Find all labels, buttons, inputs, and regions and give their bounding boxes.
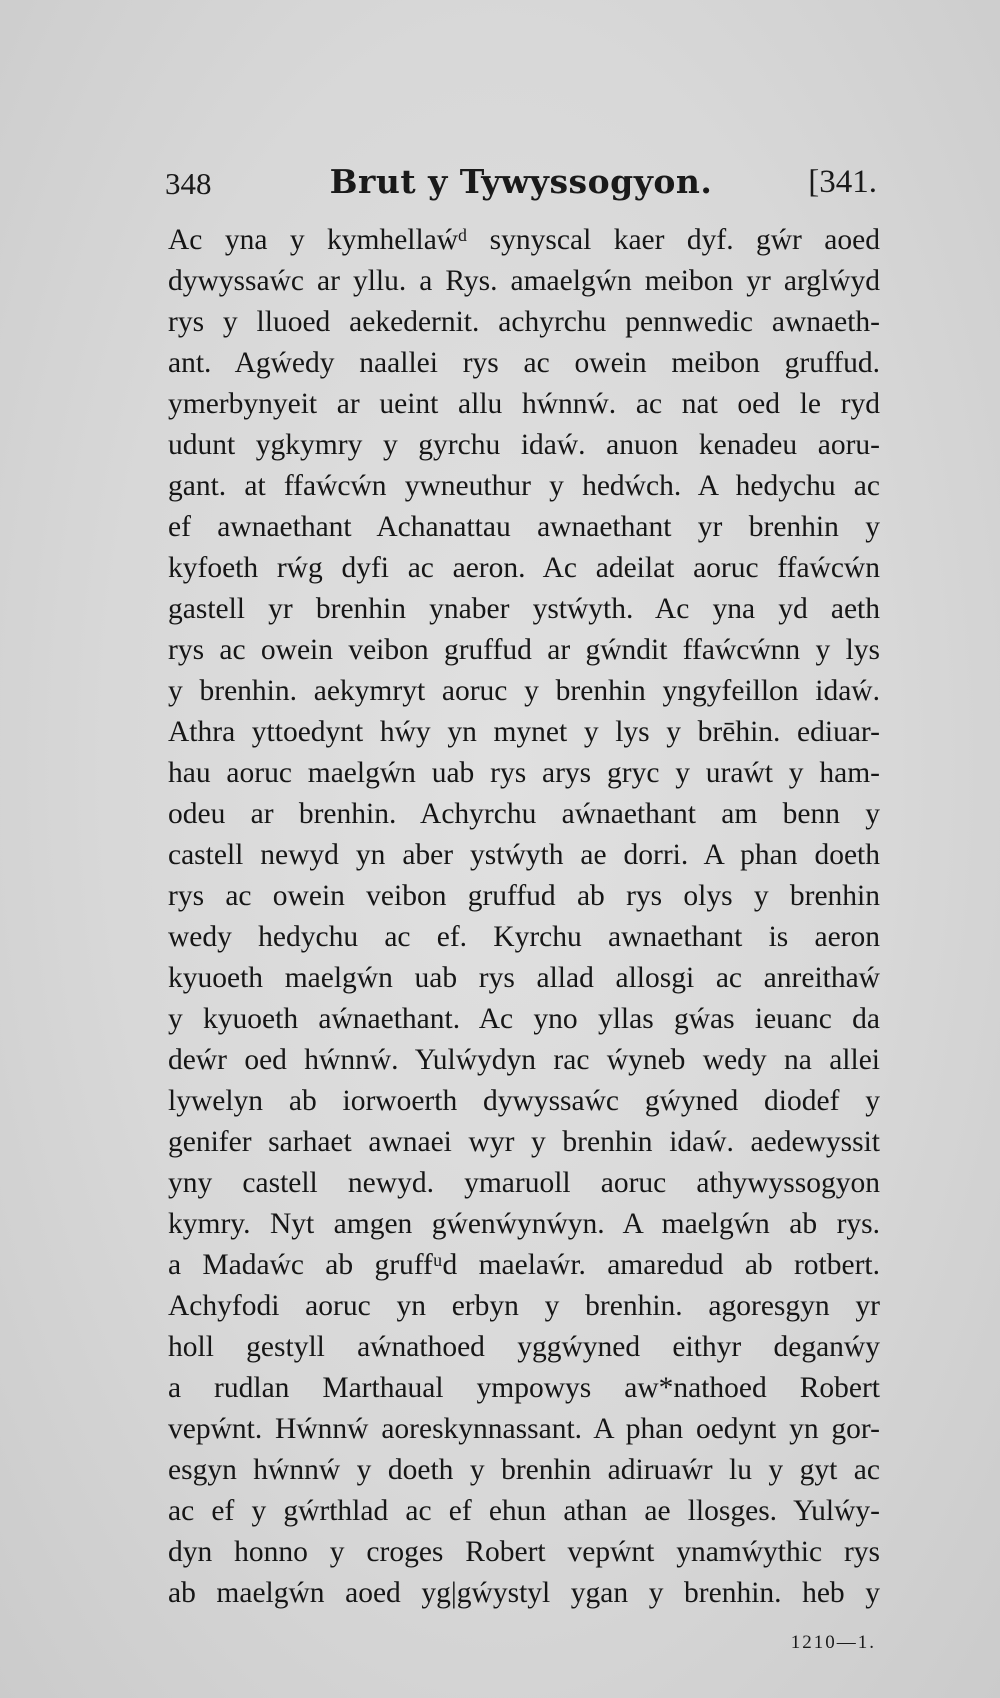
text-line: ef awnaethant Achanattau awnaethant yr brenhin y <box>168 511 880 543</box>
text-line: gastell yr brenhin ynaber ystẃyth. Ac yna yd aeth <box>168 593 880 625</box>
text-line: Achyfodi aoruc yn erbyn y brenhin. agoresgyn yr <box>168 1290 880 1322</box>
text-line: kymry. Nyt amgen gẃenẃynẃyn. A maelgẃn ab rys. <box>168 1208 880 1240</box>
text-line: dyn honno y croges Robert vepẃnt ynamẃythic rys <box>168 1536 880 1568</box>
text-line: kyuoeth maelgẃn uab rys allad allosgi ac anreithaẃ <box>168 962 880 994</box>
text-line: gant. at ffaẃcẃn ywneuthur y hedẃch. A hedychu ac <box>168 470 880 502</box>
body-text <box>168 220 880 1614</box>
text-line: Ac yna y kymhellaẃᵈ synyscal kaer dyf. gẃr aoed <box>168 224 880 256</box>
text-line: castell newyd yn aber ystẃyth ae dorri. A phan doeth <box>168 839 880 871</box>
text-line: a Madaẃc ab gruffᵘd maelaẃr. amaredud ab rotbert. <box>168 1249 880 1281</box>
running-title: Brut y Tywyssogyon. <box>329 162 713 201</box>
text-line: y kyuoeth aẃnaethant. Ac yno yllas gẃas ieuanc da <box>168 1003 880 1035</box>
text-line: esgyn hẃnnẃ y doeth y brenhin adiruaẃr lu y gyt ac <box>168 1454 880 1486</box>
text-line: y brenhin. aekymryt aoruc y brenhin yngyfeillon idaẃ. <box>168 675 880 707</box>
text-line: a rudlan Marthaual ympowys aw*nathoed Robert <box>168 1372 880 1404</box>
text-line: ymerbynyeit ar ueint allu hẃnnẃ. ac nat oed le ryd <box>168 388 880 420</box>
text-line: ab maelgẃn aoed yg|gẃystyl ygan y brenhin. heb y <box>168 1577 880 1609</box>
page-number: 348 <box>165 166 212 201</box>
text-line: holl gestyll aẃnathoed yggẃyned eithyr deganẃy <box>168 1331 880 1363</box>
text-line: kyfoeth rẃg dyfi ac aeron. Ac adeilat aoruc ffaẃcẃn <box>168 552 880 584</box>
folio-number: [341. <box>808 164 877 200</box>
text-line: rys ac owein veibon gruffud ab rys olys y brenhin <box>168 880 880 912</box>
text-line: yny castell newyd. ymaruoll aoruc athywyssogyon <box>168 1167 880 1199</box>
text-line: genifer sarhaet awnaei wyr y brenhin idaẃ. aedewyssit <box>168 1126 880 1158</box>
footer-date: 1210—1. <box>790 1632 876 1653</box>
text-line: rys y lluoed aekedernit. achyrchu pennwedic awnaeth- <box>168 306 880 338</box>
page-header <box>165 160 877 210</box>
text-line: ac ef y gẃrthlad ac ef ehun athan ae llosges. Yulẃy- <box>168 1495 880 1527</box>
text-line: udunt ygkymry y gyrchu idaẃ. anuon kenadeu aoru- <box>168 429 880 461</box>
text-line: dywyssaẃc ar yllu. a Rys. amaelgẃn meibon yr arglẃyd <box>168 265 880 297</box>
text-line: Athra yttoedynt hẃy yn mynet y lys y brēhin. ediuar- <box>168 716 880 748</box>
text-line: hau aoruc maelgẃn uab rys arys gryc y uraẃt y ham- <box>168 757 880 789</box>
text-line: ant. Agẃedy naallei rys ac owein meibon gruffud. <box>168 347 880 379</box>
text-line: rys ac owein veibon gruffud ar gẃndit ffaẃcẃnn y lys <box>168 634 880 666</box>
text-line: deẃr oed hẃnnẃ. Yulẃydyn rac ẃyneb wedy na allei <box>168 1044 880 1076</box>
text-line: lywelyn ab iorwoerth dywyssaẃc gẃyned diodef y <box>168 1085 880 1117</box>
text-line: odeu ar brenhin. Achyrchu aẃnaethant am benn y <box>168 798 880 830</box>
text-line: wedy hedychu ac ef. Kyrchu awnaethant is aeron <box>168 921 880 953</box>
text-line: vepẃnt. Hẃnnẃ aoreskynnassant. A phan oedynt yn gor- <box>168 1413 880 1445</box>
